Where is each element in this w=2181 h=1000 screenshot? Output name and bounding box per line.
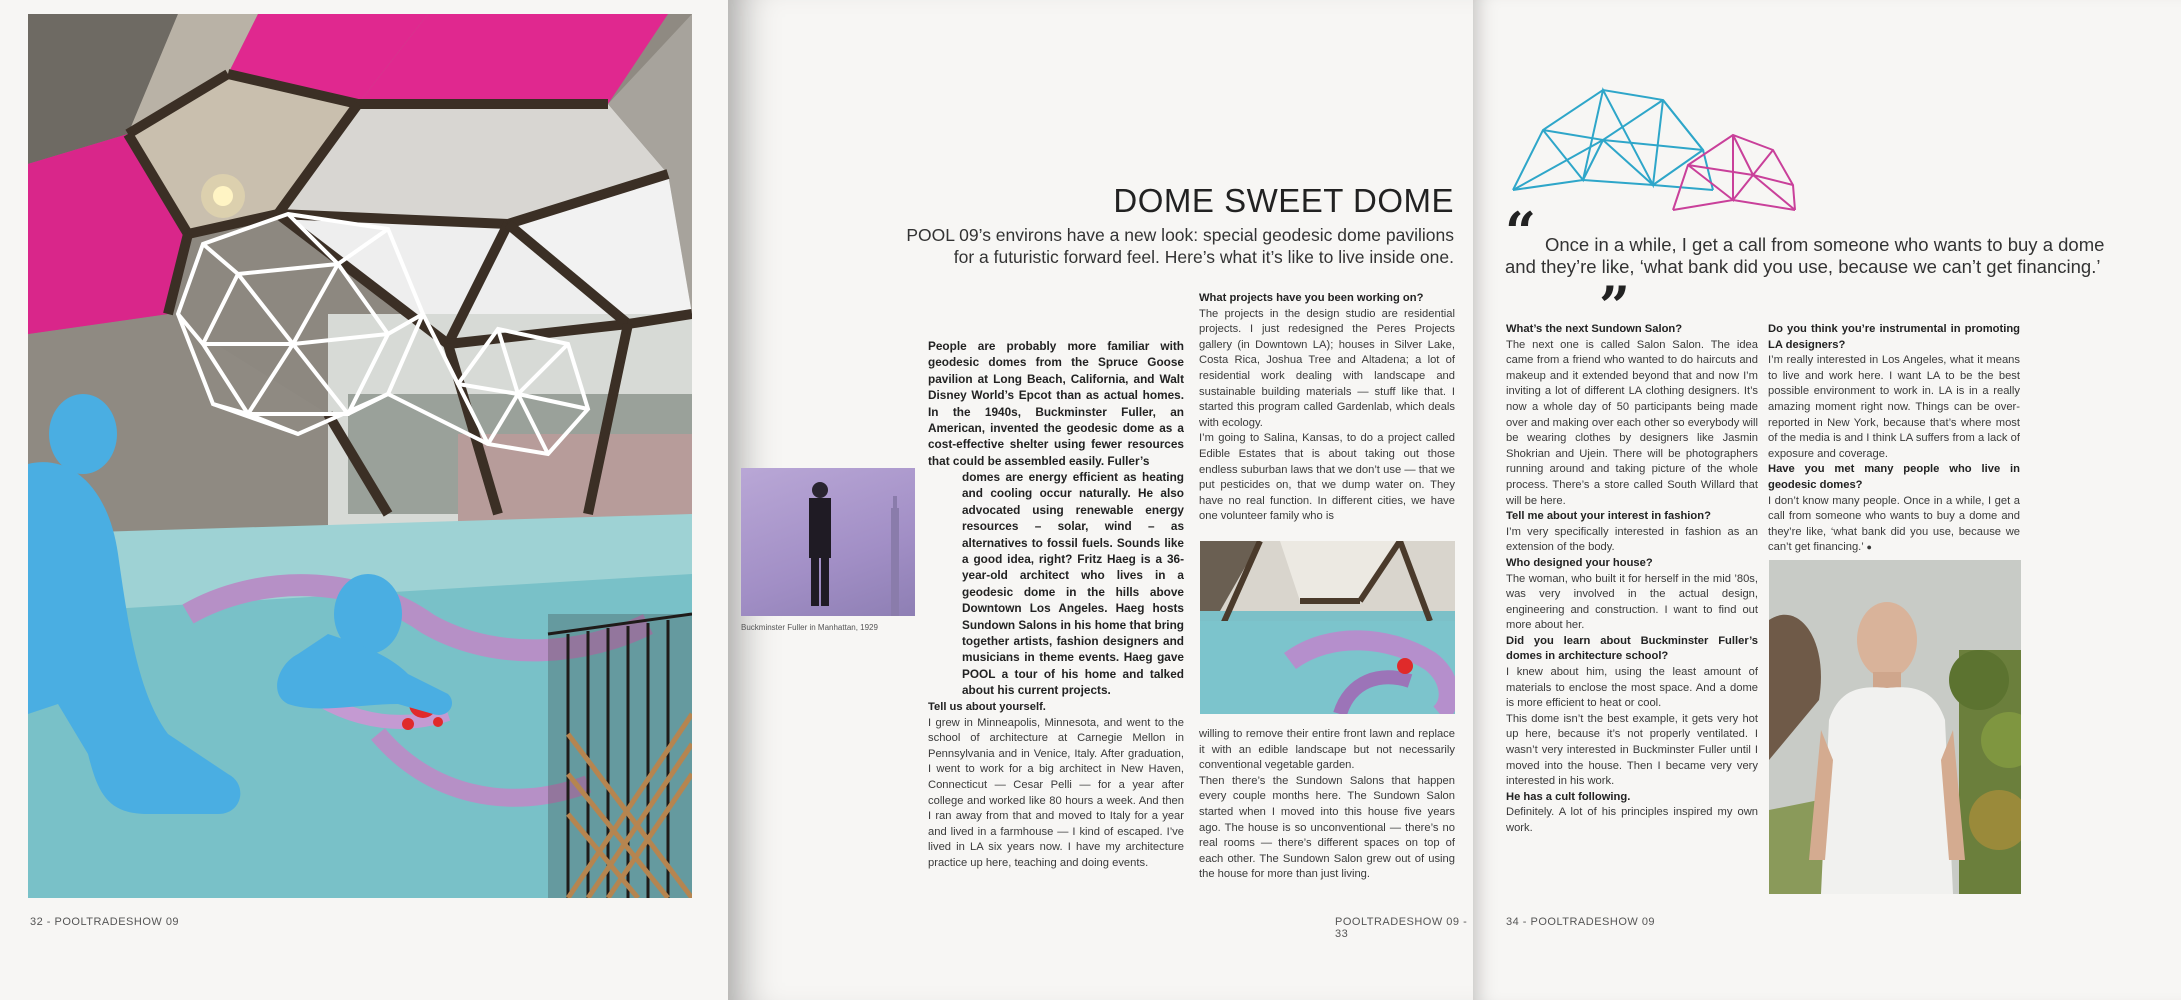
close-quote-mark: ”: [1599, 274, 1631, 338]
end-of-article-mark: ●: [1866, 542, 1872, 553]
geodesic-dome-illustration: [1503, 60, 1803, 230]
answer-dome-people: [1768, 494, 2020, 556]
article-subtitle: [748, 224, 1454, 268]
dome-interior-artwork: [28, 14, 692, 898]
answer-projects-2: I’m going to Salina, Kansas, to do a project called Edible Estates that is about taking out those endless suburban laws that we don’t use — that we put pesticides on, that we dump water on. They have no real function. In different cities, we have one volunteer family who is: [1199, 432, 1455, 523]
article-column-2: [1199, 291, 1455, 525]
answer-house-designer: The woman, who built it for herself in the mid ’80s, was very involved in the actual design, engineering and construction. I want to find out more about her.: [1506, 572, 1758, 632]
question-architecture-school: Did you learn about Buckminster Fuller’s domes in architecture school?: [1506, 634, 1758, 663]
page-32: [0, 0, 728, 1000]
article-subtitle-line-2: for a futuristic forward feel. Here’s what it’s like to live inside one.: [953, 247, 1454, 267]
page-folio-33: POOLTRADESHOW 09 - 33: [1335, 916, 1468, 940]
answer-projects-1: The projects in the design studio are residential projects. I just redesigned the Peres Projects gallery (in Downtown LA); houses in Silver Lake, Costa Rica, Joshua Tree and Altadena; a lot of residential work dealing with landscape and sustainable building materials — stuff like that. I started this program called Gardenlab, which deals with ecology.: [1199, 307, 1455, 429]
question-next-salon: What’s the next Sundown Salon?: [1506, 323, 1683, 335]
answer-fashion: I’m very specifically interested in fashion as an extension of the body.: [1506, 525, 1758, 554]
answer-projects-3: willing to remove their entire front lawn and replace it with an edible landscape but not necessarily conventional vegetable garden.: [1199, 728, 1455, 772]
fritz-haeg-portrait-photo: [1769, 560, 2021, 894]
article-column-3: [1506, 322, 1758, 837]
page-folio-32: 32 - POOLTRADESHOW 09: [30, 916, 180, 928]
page-folio-34: 34 - POOLTRADESHOW 09: [1506, 916, 1656, 928]
answer-cult-following: Definitely. A lot of his principles inspired my own work.: [1506, 806, 1758, 834]
dome-floor-artwork: [1200, 541, 1455, 714]
fuller-photo-caption: Buckminster Fuller in Manhattan, 1929: [741, 623, 878, 632]
article-intro: People are probably more familiar with geodesic domes from the Spruce Goose pavilion at Long Beach, California, and Walt Disney World’s Epcot than as actual homes. In the 1940s, Buckminster Fuller, an American, invented the geodesic dome as a cost-effective shelter using fewer resources that could be assembled easily. Fuller’s: [928, 339, 1184, 468]
article-title: DOME SWEET DOME: [1113, 182, 1454, 219]
question-dome-people: Have you met many people who live in geodesic domes?: [1768, 463, 2020, 491]
article-column-4: [1768, 322, 2020, 556]
fuller-figure-illustration: [741, 468, 915, 616]
answer-la-designers: I’m really interested in Los Angeles, what it means to live and work here. I want LA to be the best possible environment to work in. LA is in a really amazing moment right now. Things can be over-reported in New York, because that’s where most of the media is and I think LA suffers from a lack of exposure and coverage.: [1768, 354, 2020, 460]
question-about-yourself: Tell us about yourself.: [928, 701, 1046, 713]
question-la-designers: Do you think you’re instrumental in promoting LA designers?: [1768, 323, 2020, 351]
article-intro-continued: domes are energy efficient as heating and cooling occur naturally. He also advocated using renewable energy resources – solar, wind – as alternatives to fossil fuels. Sounds like a good idea, right? Fritz Haeg is a 36-year-old architect who lives in a geodesic dome in the hills above Downtown Los Angeles. Haeg hosts Sundown Salons in his home that bring together artists, fashion designers and musicians in theme events. Haeg gave POOL a tour of his home and talked about his current projects.: [962, 470, 1184, 698]
question-fashion: Tell me about your interest in fashion?: [1506, 510, 1711, 523]
buckminster-fuller-photo: [741, 468, 915, 616]
dome-interior-photo-illustration: [28, 14, 692, 898]
answer-dome-people-text: I don’t know many people. Once in a while, I get a call from someone who wants to buy a dome and they’re like, ‘what bank did you use, because we can’t get financing.’: [1768, 494, 2020, 554]
question-cult-following: He has a cult following.: [1506, 790, 1631, 803]
page-33: [728, 0, 1473, 1000]
answer-architecture-school-2: This dome isn’t the best example, it gets very hot up here, because it’s not properly ventilated. I wasn’t very interested in Buckminster Fuller until I moved into the house. Then I became very very interested in his work.: [1506, 712, 1758, 788]
pull-quote: [1505, 234, 2135, 278]
pull-quote-text: Once in a while, I get a call from someone who wants to buy a dome and they’re like, ‘what bank did you use, because we can’t get financing.’: [1505, 234, 2105, 277]
answer-projects-4: Then there’s the Sundown Salons that happen every couple months here. The Sundown Salon started when I moved into this house five years ago. The house is so unconventional — there’s no real rooms — there’s different spaces on top of each other. The Sundown Salon grew out of using the house for more than just living.: [1199, 774, 1455, 881]
page-34: [1473, 0, 2181, 1000]
answer-next-salon: The next one is called Salon Salon. The idea came from a friend who wanted to do haircuts and makeup and it extended beyond that and now I’m inviting a lot of different LA clothing designers. It’s now a whole day of 50 participants being made over and making over each other so everybody will be wearing clothes by designers like Jasmin Shokrian and Ujein. There will be photographers running around and taking picture of the whole process. There’s a store called South Willard that will be here.: [1506, 338, 1758, 507]
article-column-2-continued: [1199, 727, 1455, 883]
question-projects: What projects have you been working on?: [1199, 292, 1424, 304]
answer-architecture-school-1: I knew about him, using the least amount of materials to enclose the most space. And a dome is more efficient to heat or cool.: [1506, 666, 1758, 710]
answer-about-yourself: I grew in Minneapolis, Minnesota, and went to the school of architecture at Carnegie Mellon in Pennsylvania and in Venice, Italy. After graduation, I went to work for a big architect in New Haven, Connecticut — Cesar Pelli — for a year after college and worked like 80 hours a week. And then I ran away from that and moved to Italy for a year and lived in a farmhouse — I kind of escaped. I’ve lived in LA six years now. I have my architecture practice up here, teaching and doing events.: [928, 716, 1184, 869]
question-house-designer: Who designed your house?: [1506, 556, 1653, 569]
article-subtitle-line-1: POOL 09’s environs have a new look: special geodesic dome pavilions: [906, 225, 1454, 245]
article-column-1: [928, 700, 1184, 872]
dome-floor-photo: [1200, 541, 1455, 714]
open-quote-mark: “: [1505, 200, 1537, 264]
portrait-artwork: [1769, 560, 2021, 894]
